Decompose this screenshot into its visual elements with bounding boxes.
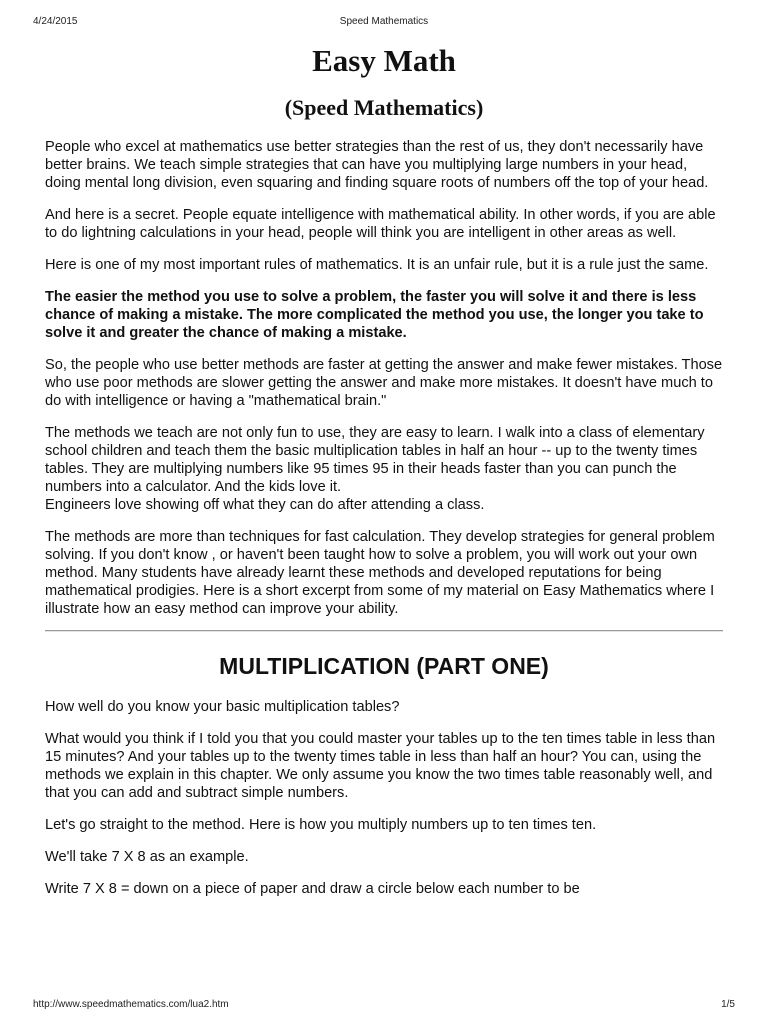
paragraph: Let's go straight to the method. Here is how you multiply numbers up to ten times ten.: [45, 817, 597, 833]
paragraph: Write 7 X 8 = down on a piece of paper and draw a circle below each number to be: [45, 881, 580, 897]
paragraph: How well do you know your basic multiplication tables?: [45, 699, 400, 715]
source-url: http://www.speedmathematics.com/lua2.htm: [33, 999, 229, 1010]
page-footer: [33, 999, 735, 1013]
paragraph: Engineers love showing off what they can do after attending a class.: [45, 497, 485, 513]
paragraph: The methods are more than techniques for fast calculation. They develop strategies for general problem solving. If you don't know , or haven't been taught how to solve a problem, you will work out your own method. Many students have already learnt these methods and developed reputations for being mathematical prodigies. Here is a short excerpt from some of my material on Easy Mathematics where I illustrate how an easy method can improve your ability.: [45, 529, 715, 617]
page-number: 1/5: [721, 999, 735, 1010]
print-date: 4/24/2015: [33, 16, 78, 27]
paragraph: So, the people who use better methods are faster at getting the answer and make fewer mistakes. Those who use poor methods are slower getting the answer and make more mistakes. It doesn't have much to do with intelligence or having a "mathematical brain.": [45, 357, 723, 409]
section-divider: [45, 630, 723, 632]
paragraph: Here is one of my most important rules of mathematics. It is an unfair rule, but it is a rule just the same.: [45, 257, 709, 273]
document-title: Easy Math: [312, 43, 456, 78]
important-rule: The easier the method you use to solve a problem, the faster you will solve it and there is less chance of making a mistake. The more complicated the method you use, the longer you take to solve it and greater the chance of making a mistake.: [45, 289, 704, 341]
section-title: MULTIPLICATION (PART ONE): [219, 653, 549, 679]
paragraph: The methods we teach are not only fun to use, they are easy to learn. I walk into a class of elementary school children and teach them the basic multiplication tables in half an hour -- up to the twenty times tables. They are multiplying numbers like 95 times 95 in their heads faster than you can punch the numbers into a calculator. And the kids love it.: [45, 425, 705, 495]
document-body: [45, 38, 723, 912]
paragraph: What would you think if I told you that you could master your tables up to the ten times table in less than 15 minutes? And your tables up to the twenty times table in less than half an hour? You can, using the methods we explain in this chapter. We only assume you know the two times table reasonably well, and that you can add and subtract simple numbers.: [45, 731, 716, 801]
paragraph: And here is a secret. People equate intelligence with mathematical ability. In other words, if you are able to do lightning calculations in your head, people will think you are intelligent in other areas as well.: [45, 207, 716, 241]
page-header: [33, 16, 735, 30]
print-title: Speed Mathematics: [339, 16, 429, 27]
document-subtitle: (Speed Mathematics): [284, 95, 484, 120]
paragraph: People who excel at mathematics use better strategies than the rest of us, they don't necessarily have better brains. We teach simple strategies that can have you multiplying large numbers in your head, doing mental long division, even squaring and finding square roots of numbers off the top of your head.: [45, 139, 709, 191]
paragraph: We'll take 7 X 8 as an example.: [45, 849, 249, 865]
